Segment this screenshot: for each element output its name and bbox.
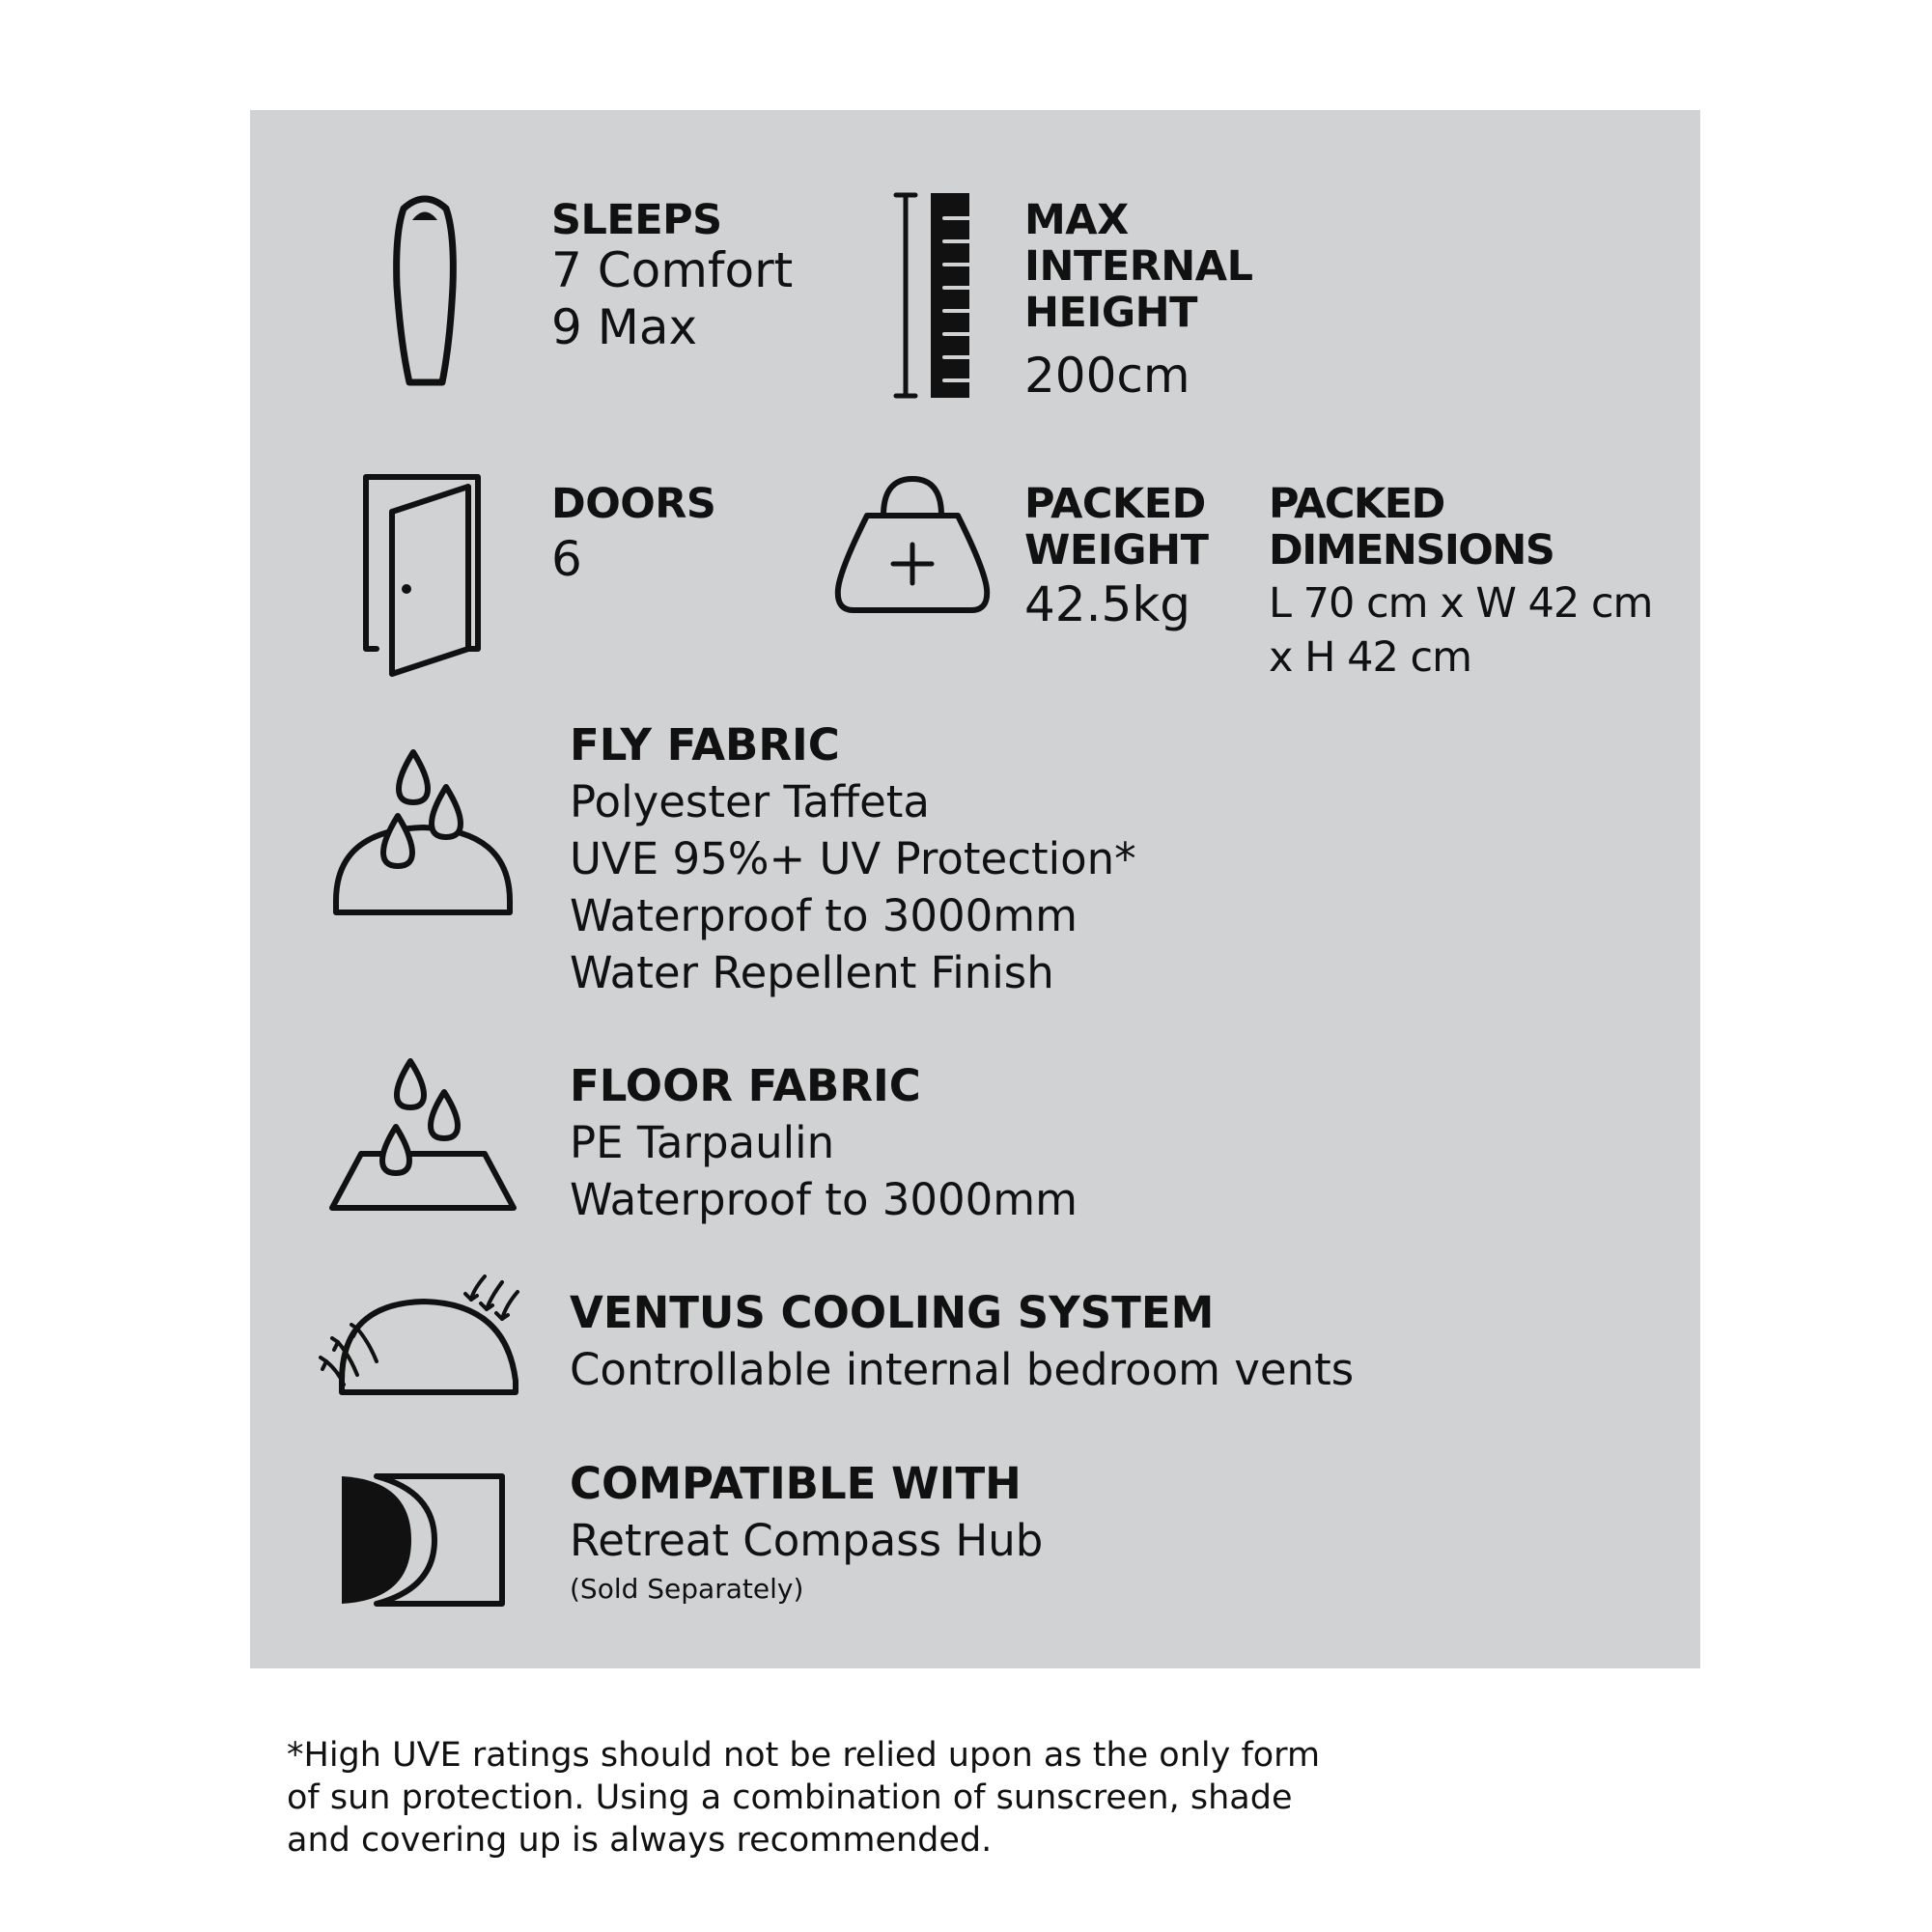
sleeps-comfort: 7 Comfort xyxy=(551,242,794,298)
fly-fabric-line: Water Repellent Finish xyxy=(570,947,1054,998)
weight-value: 42.5kg xyxy=(1024,576,1191,632)
compatible-note: (Sold Separately) xyxy=(570,1573,804,1605)
floor-fabric-title: FLOOR FABRIC xyxy=(570,1060,921,1111)
cooling-dome-icon xyxy=(319,1273,521,1398)
fly-fabric-title: FLY FABRIC xyxy=(570,719,840,770)
dimensions-title: PACKED DIMENSIONS xyxy=(1269,480,1554,574)
fly-fabric-line: UVE 95%+ UV Protection* xyxy=(570,833,1136,884)
doors-value: 6 xyxy=(551,531,582,587)
ventus-title: VENTUS COOLING SYSTEM xyxy=(570,1287,1215,1338)
compass-hub-icon xyxy=(338,1472,507,1608)
floor-fabric-line: PE Tarpaulin xyxy=(570,1117,835,1168)
height-value: 200cm xyxy=(1024,348,1190,404)
weight-title: PACKED WEIGHT xyxy=(1024,480,1209,574)
sleeping-bag-icon xyxy=(386,189,463,392)
rain-dome-icon xyxy=(332,748,516,917)
door-icon xyxy=(360,473,486,681)
doors-title: DOORS xyxy=(551,480,716,528)
ventus-text: Controllable internal bedroom vents xyxy=(570,1344,1355,1395)
sleeps-max: 9 Max xyxy=(551,299,698,355)
rain-floor-icon xyxy=(328,1057,518,1214)
floor-fabric-line: Waterproof to 3000mm xyxy=(570,1174,1078,1225)
sleeps-title: SLEEPS xyxy=(551,196,722,244)
ruler-icon xyxy=(894,191,971,400)
compatible-title: COMPATIBLE WITH xyxy=(570,1458,1022,1509)
fly-fabric-line: Waterproof to 3000mm xyxy=(570,890,1078,941)
weight-bag-icon xyxy=(830,473,994,616)
compatible-text: Retreat Compass Hub xyxy=(570,1515,1044,1566)
dimensions-value: L 70 cm x W 42 cm x H 42 cm xyxy=(1269,579,1653,682)
footnote: *High UVE ratings should not be relied upon as the only form of sun protection. Using a combination of sunscreen, shade and covering up is always recommended. xyxy=(287,1736,1321,1860)
fly-fabric-line: Polyester Taffeta xyxy=(570,776,930,827)
height-title: MAX INTERNAL HEIGHT xyxy=(1024,196,1253,337)
